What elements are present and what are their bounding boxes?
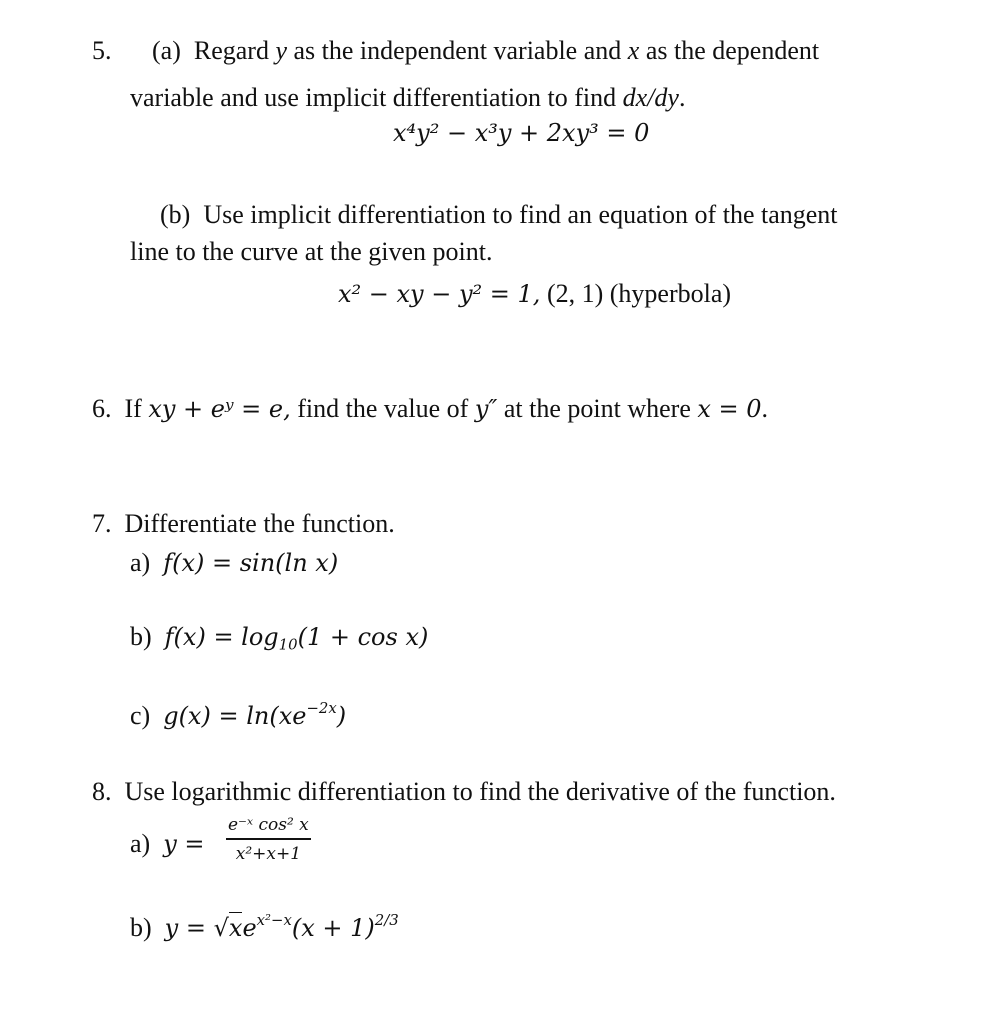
fraction-denominator: x²+x+1	[235, 843, 302, 864]
problem-8a-label: a) y =	[130, 829, 205, 858]
problem-5a-equation: x⁴y² − x³y + 2xy³ = 0	[393, 119, 650, 147]
problem-5b-line-1: (b) Use implicit differentiation to find an equation of the tangent	[160, 200, 838, 229]
fraction-numerator: e⁻ˣ cos² x	[228, 815, 309, 835]
square-root: √x	[213, 914, 243, 942]
problem-7c: c) $g(x) = \ln(xe^{-2x})$	[130, 698, 347, 730]
problem-6-line: 6. If xy + eʸ = e, find the value of y″ at the point where x = 0.	[92, 394, 769, 423]
part-b-label: (b)	[160, 200, 191, 229]
problem-7-number: 7.	[92, 509, 112, 538]
problem-5-number: 5.	[92, 36, 112, 65]
problem-7a: a) f(x) = sin(ln x)	[130, 548, 339, 577]
problem-7-intro: 7. Differentiate the function.	[92, 509, 395, 538]
problem-8a-fraction	[226, 815, 311, 864]
problem-7b: b) $f(x) = \log_{10}(1 + \cos x)$	[130, 622, 429, 654]
problem-5b-line-2: line to the curve at the given point.	[130, 237, 493, 266]
problem-5b-equation: x² − xy − y² = 1, (2, 1) (hyperbola)	[338, 279, 732, 308]
problem-8b: b) $y = √xe^{x^2-x}(x + 1)^{2/3}$	[130, 910, 399, 942]
problem-5a-line-2: variable and use implicit differentiation to find dx/dy.	[130, 83, 686, 112]
problem-8-number: 8.	[92, 777, 112, 806]
problem-5a-line-1: (a) Regard y as the independent variable and x as the dependent	[152, 36, 820, 65]
problem-6-number: 6.	[92, 394, 112, 423]
problem-8-intro: 8. Use logarithmic differentiation to find the derivative of the function.	[92, 777, 836, 806]
part-a-label: (a)	[152, 36, 181, 65]
